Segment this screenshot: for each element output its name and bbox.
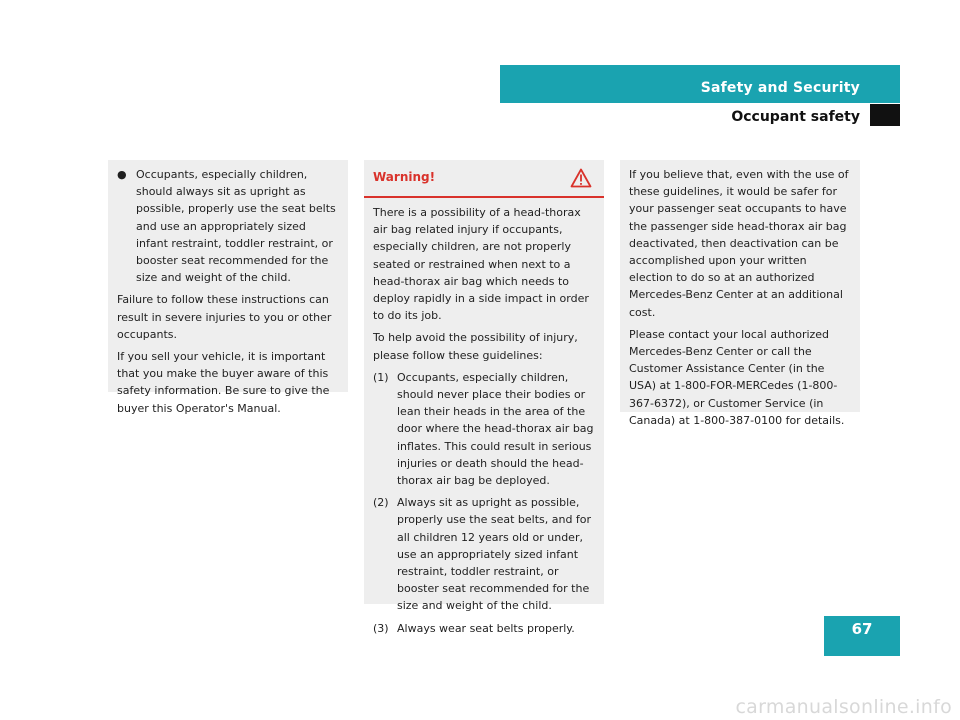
- bullet-text: Occupants, especially children, should always sit as upright as possible, properly use the seat belts and use an appropriately sized infant restraint, toddler restraint, or booster seat recommended for the size and weight of the child.: [136, 168, 336, 285]
- section-title: Safety and Security: [700, 80, 860, 96]
- warning-header: [364, 160, 604, 198]
- warning-box: [364, 160, 604, 635]
- guideline-item: [373, 620, 595, 637]
- guideline-number: (3): [373, 621, 389, 635]
- page-subtitle: Occupant safety: [731, 109, 860, 125]
- warning-title: Warning!: [373, 170, 436, 185]
- paragraph: If you sell your vehicle, it is important that you make the buyer aware of this safety information. Be sure to give the buyer this Operator's Manual.: [117, 350, 330, 415]
- paragraph: Please contact your local authorized Mercedes-Benz Center or call the Customer Assistance Center (in the USA) at 1-800-FOR-MERCedes (1-800-367-6372), or Customer Service (in Canada) at 1-800-387-0100 for details.: [629, 327, 845, 427]
- guideline-number: (2): [373, 496, 389, 510]
- paragraph: If you believe that, even with the use of these guidelines, it would be safer for your passenger seat occupants to have the passenger side head-thorax air bag deactivated, then deactivation can be accomplished upon your written election to do so at an authorized Mercedes-Benz Center at an additional cost.: [629, 168, 849, 319]
- guideline-text: Always sit as upright as possible, properly use the seat belts, and for all children 12 years old or under, use an appropriately sized infant restraint, toddler restraint, or booster seat recommended for the size and weight of the child.: [397, 496, 592, 613]
- bullet-dot-icon: ●: [117, 168, 127, 181]
- guideline-text: Occupants, especially children, should never place their bodies or lean their heads in the area of the door where the head-thorax air bag inflates. This could result in serious injuries or death should the head-thorax air bag be deployed.: [397, 370, 594, 488]
- warning-triangle-icon: [570, 168, 592, 188]
- guideline-number: (1): [373, 370, 389, 384]
- guideline-item: [373, 494, 595, 614]
- page-number: 67: [851, 620, 873, 638]
- warning-body: [364, 198, 604, 637]
- guideline-text: Always wear seat belts properly.: [397, 621, 575, 635]
- paragraph: Failure to follow these instructions can result in severe injuries to you or other occupants.: [117, 293, 332, 341]
- warning-paragraph: To help avoid the possibility of injury, please follow these guidelines:: [373, 331, 578, 362]
- watermark: carmanualsonline.info: [735, 696, 952, 718]
- right-column: [620, 160, 860, 427]
- bullet-item: [117, 166, 339, 286]
- warning-paragraph: There is a possibility of a head-thorax air bag related injury if occupants, especially children, are not properly seated or restrained when next to a head-thorax air bag which needs to deploy rapidly in a side impact in order to do its job.: [373, 206, 589, 323]
- left-column: [108, 160, 348, 415]
- header-tab-marker: [870, 104, 900, 126]
- guideline-item: [373, 369, 595, 489]
